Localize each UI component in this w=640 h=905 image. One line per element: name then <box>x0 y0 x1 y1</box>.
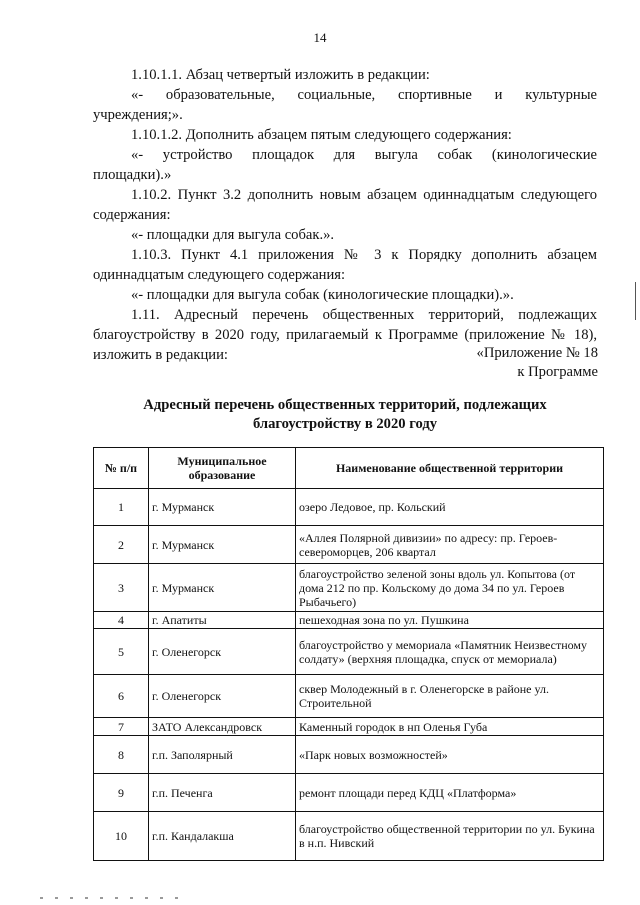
header-municipality: Муниципальное образование <box>149 448 296 489</box>
table-header-row <box>94 448 604 489</box>
row-number: 3 <box>94 564 149 612</box>
appendix-number: «Приложение № 18 <box>476 345 598 361</box>
paragraph-1-10-1-2: 1.10.1.2. Дополнить абзацем пятым следующего содержания: <box>131 127 512 143</box>
paragraph-quote-dog-areas-end: площадки).» <box>93 167 172 183</box>
row-territory: «Парк новых возможностей» <box>296 736 604 774</box>
paragraph-quote-institutions-end: учреждения;». <box>93 107 183 123</box>
table-row <box>94 774 604 812</box>
row-municipality: г.п. Заполярный <box>149 736 296 774</box>
table-row <box>94 612 604 629</box>
row-number: 1 <box>94 489 149 526</box>
header-number: № п/п <box>94 448 149 489</box>
row-municipality: г. Мурманск <box>149 489 296 526</box>
paragraph-quote-dog-areas: «- устройство площадок для выгула собак (кинологические <box>131 147 597 163</box>
row-municipality: г. Оленегорск <box>149 675 296 718</box>
appendix-program: к Программе <box>517 364 598 380</box>
row-number: 5 <box>94 629 149 675</box>
table-title-line-2: благоустройству в 2020 году <box>252 416 438 432</box>
table-row <box>94 564 604 612</box>
row-territory: ремонт площади перед КДЦ «Платформа» <box>296 774 604 812</box>
table-row <box>94 718 604 736</box>
paragraph-1-10-2-end: содержания: <box>93 207 171 223</box>
row-municipality: г. Мурманск <box>149 526 296 564</box>
row-territory: сквер Молодежный в г. Оленегорске в районе ул. Строительной <box>296 675 604 718</box>
paragraph-quote-institutions: «- образовательные, социальные, спортивные и культурные <box>131 87 597 103</box>
table-title <box>93 396 597 434</box>
territories-table <box>93 447 604 861</box>
row-number: 9 <box>94 774 149 812</box>
row-municipality: г.п. Печенга <box>149 774 296 812</box>
appendix-reference <box>477 344 598 382</box>
header-territory: Наименование общественной территории <box>296 448 604 489</box>
paragraph-1-11-end: изложить в редакции: <box>93 347 228 363</box>
row-territory: Каменный городок в нп Оленья Губа <box>296 718 604 736</box>
table-row <box>94 675 604 718</box>
table-row <box>94 526 604 564</box>
row-municipality: г. Апатиты <box>149 612 296 629</box>
row-territory: благоустройство у мемориала «Памятник Неизвестному солдату» (верхняя площадка, спуск от мемориала) <box>296 629 604 675</box>
scan-edge-mark <box>635 282 636 320</box>
table-title-line-1: Адресный перечень общественных территорий, подлежащих <box>143 397 547 413</box>
page-number: 14 <box>313 30 327 45</box>
row-number: 8 <box>94 736 149 774</box>
row-number: 4 <box>94 612 149 629</box>
table-row <box>94 489 604 526</box>
scan-artifact-dots <box>40 897 180 899</box>
paragraph-1-10-1-1: 1.10.1.1. Абзац четвертый изложить в редакции: <box>131 67 430 83</box>
row-territory: благоустройство зеленой зоны вдоль ул. Копытова (от дома 212 по пр. Кольскому до дома 34 по ул. Героев Рыбачьего) <box>296 564 604 612</box>
row-number: 7 <box>94 718 149 736</box>
document-body <box>93 65 597 365</box>
row-number: 2 <box>94 526 149 564</box>
row-municipality: г. Мурманск <box>149 564 296 612</box>
paragraph-1-10-2: 1.10.2. Пункт 3.2 дополнить новым абзацем одиннадцатым следующего <box>131 187 597 203</box>
table-row <box>94 812 604 861</box>
row-municipality: г.п. Кандалакша <box>149 812 296 861</box>
table-row <box>94 736 604 774</box>
paragraph-quote-dog-walking: «- площадки для выгула собак.». <box>131 227 335 243</box>
row-territory: «Аллея Полярной дивизии» по адресу: пр. Героев-североморцев, 206 квартал <box>296 526 604 564</box>
row-territory: благоустройство общественной территории по ул. Букина в н.п. Нивский <box>296 812 604 861</box>
row-territory: озеро Ледовое, пр. Кольский <box>296 489 604 526</box>
row-municipality: ЗАТО Александровск <box>149 718 296 736</box>
paragraph-1-10-3-end: одиннадцатым следующего содержания: <box>93 267 346 283</box>
table-row <box>94 629 604 675</box>
row-territory: пешеходная зона по ул. Пушкина <box>296 612 604 629</box>
paragraph-1-10-3: 1.10.3. Пункт 4.1 приложения № 3 к Порядку дополнить абзацем <box>131 247 597 263</box>
paragraph-quote-cynological: «- площадки для выгула собак (кинологические площадки).». <box>131 287 514 303</box>
paragraph-1-11: 1.11. Адресный перечень общественных территорий, подлежащих <box>131 307 597 323</box>
row-number: 10 <box>94 812 149 861</box>
paragraph-1-11-line2: благоустройству в 2020 году, прилагаемый к Программе (приложение № 18), <box>93 327 597 343</box>
row-number: 6 <box>94 675 149 718</box>
row-municipality: г. Оленегорск <box>149 629 296 675</box>
